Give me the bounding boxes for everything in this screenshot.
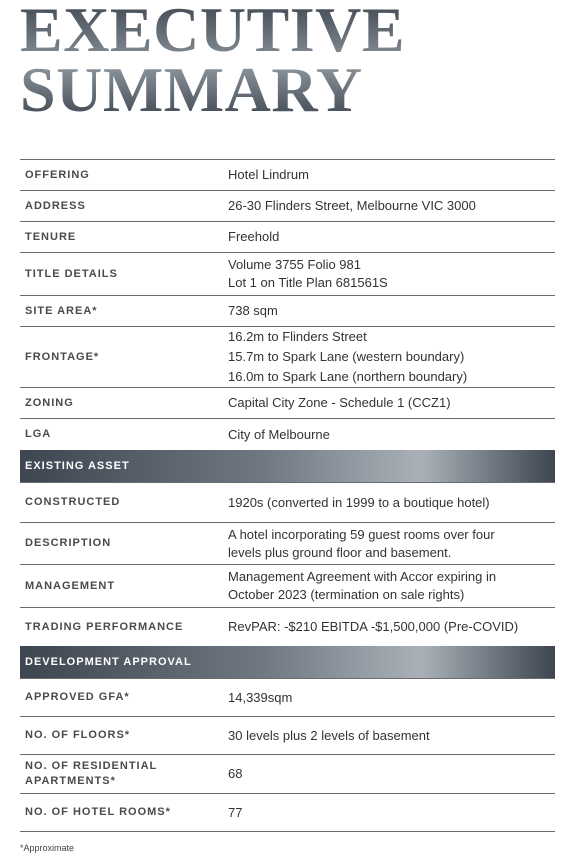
row-value: 14,339sqm [228,689,293,705]
table-row-constructed [20,483,555,523]
table-row-residential-apartments [20,755,555,794]
table-row-lga [20,419,555,450]
table-row-approved-gfa [20,679,555,717]
section-header-existing-asset: EXISTING ASSET [20,450,555,483]
table-row-no-of-floors [20,717,555,755]
table-row-site-area [20,296,555,327]
summary-table [20,159,555,832]
row-value: 16.2m to Flinders Street 15.7m to Spark Lane (western boundary) 16.0m to Spark Lane (northern boundary) [228,329,468,384]
row-label: TITLE DETAILS [25,267,118,280]
title-line-2: SUMMARY [20,54,363,125]
row-value: 1920s (converted in 1999 to a boutique hotel) [228,494,490,510]
row-value: 26-30 Flinders Street, Melbourne VIC 3000 [228,198,476,213]
row-value: 68 [228,766,243,781]
row-label: NO. OF FLOORS* [25,729,131,741]
table-row-title-details [20,253,555,296]
row-value: Hotel Lindrum [228,167,309,182]
row-label: OFFERING [25,168,90,181]
page-title [20,0,406,125]
row-label: MANAGEMENT [25,579,116,592]
row-value: 77 [228,804,243,820]
row-value: Capital City Zone - Schedule 1 (CCZ1) [228,395,451,410]
row-label: TENURE [25,230,77,243]
row-label: CONSTRUCTED [25,496,121,508]
title-line-1: EXECUTIVE [20,0,406,65]
row-label: TRADING PERFORMANCE [25,620,184,633]
footnote: *Approximate [20,843,75,853]
row-label: DESCRIPTION [25,537,112,549]
row-value: RevPAR: -$210 EBITDA -$1,500,000 (Pre-COVID) [228,619,519,634]
row-label: FRONTAGE* [25,350,100,363]
row-value: Freehold [228,229,280,244]
table-row-management [20,565,555,608]
row-label: LGA [25,428,52,440]
row-value: A hotel incorporating 59 guest rooms over four levels plus ground floor and basement. [228,526,495,560]
table-row-zoning [20,388,555,419]
row-label: ZONING [25,396,74,409]
table-row-description [20,523,555,565]
table-row-trading-performance [20,608,555,646]
section-header-development-approval: DEVELOPMENT APPROVAL [20,646,555,679]
table-row-address [20,191,555,222]
row-label: NO. OF HOTEL ROOMS* [25,806,171,818]
table-row-tenure [20,222,555,253]
table-row-offering [20,160,555,191]
row-value: 30 levels plus 2 levels of basement [228,727,430,743]
table-row-hotel-rooms [20,794,555,832]
row-value: City of Melbourne [228,426,330,442]
table-row-frontage [20,327,555,388]
row-value: Management Agreement with Accor expiring in October 2023 (termination on sale rights) [228,569,497,602]
row-label: ADDRESS [25,199,86,212]
row-label: APPROVED GFA* [25,691,130,703]
row-value: 738 sqm [228,303,278,318]
row-value: Volume 3755 Folio 981 Lot 1 on Title Plan 681561S [228,257,388,290]
row-label: NO. OF RESIDENTIAL APARTMENTS* [25,760,158,787]
row-label: SITE AREA* [25,304,98,317]
